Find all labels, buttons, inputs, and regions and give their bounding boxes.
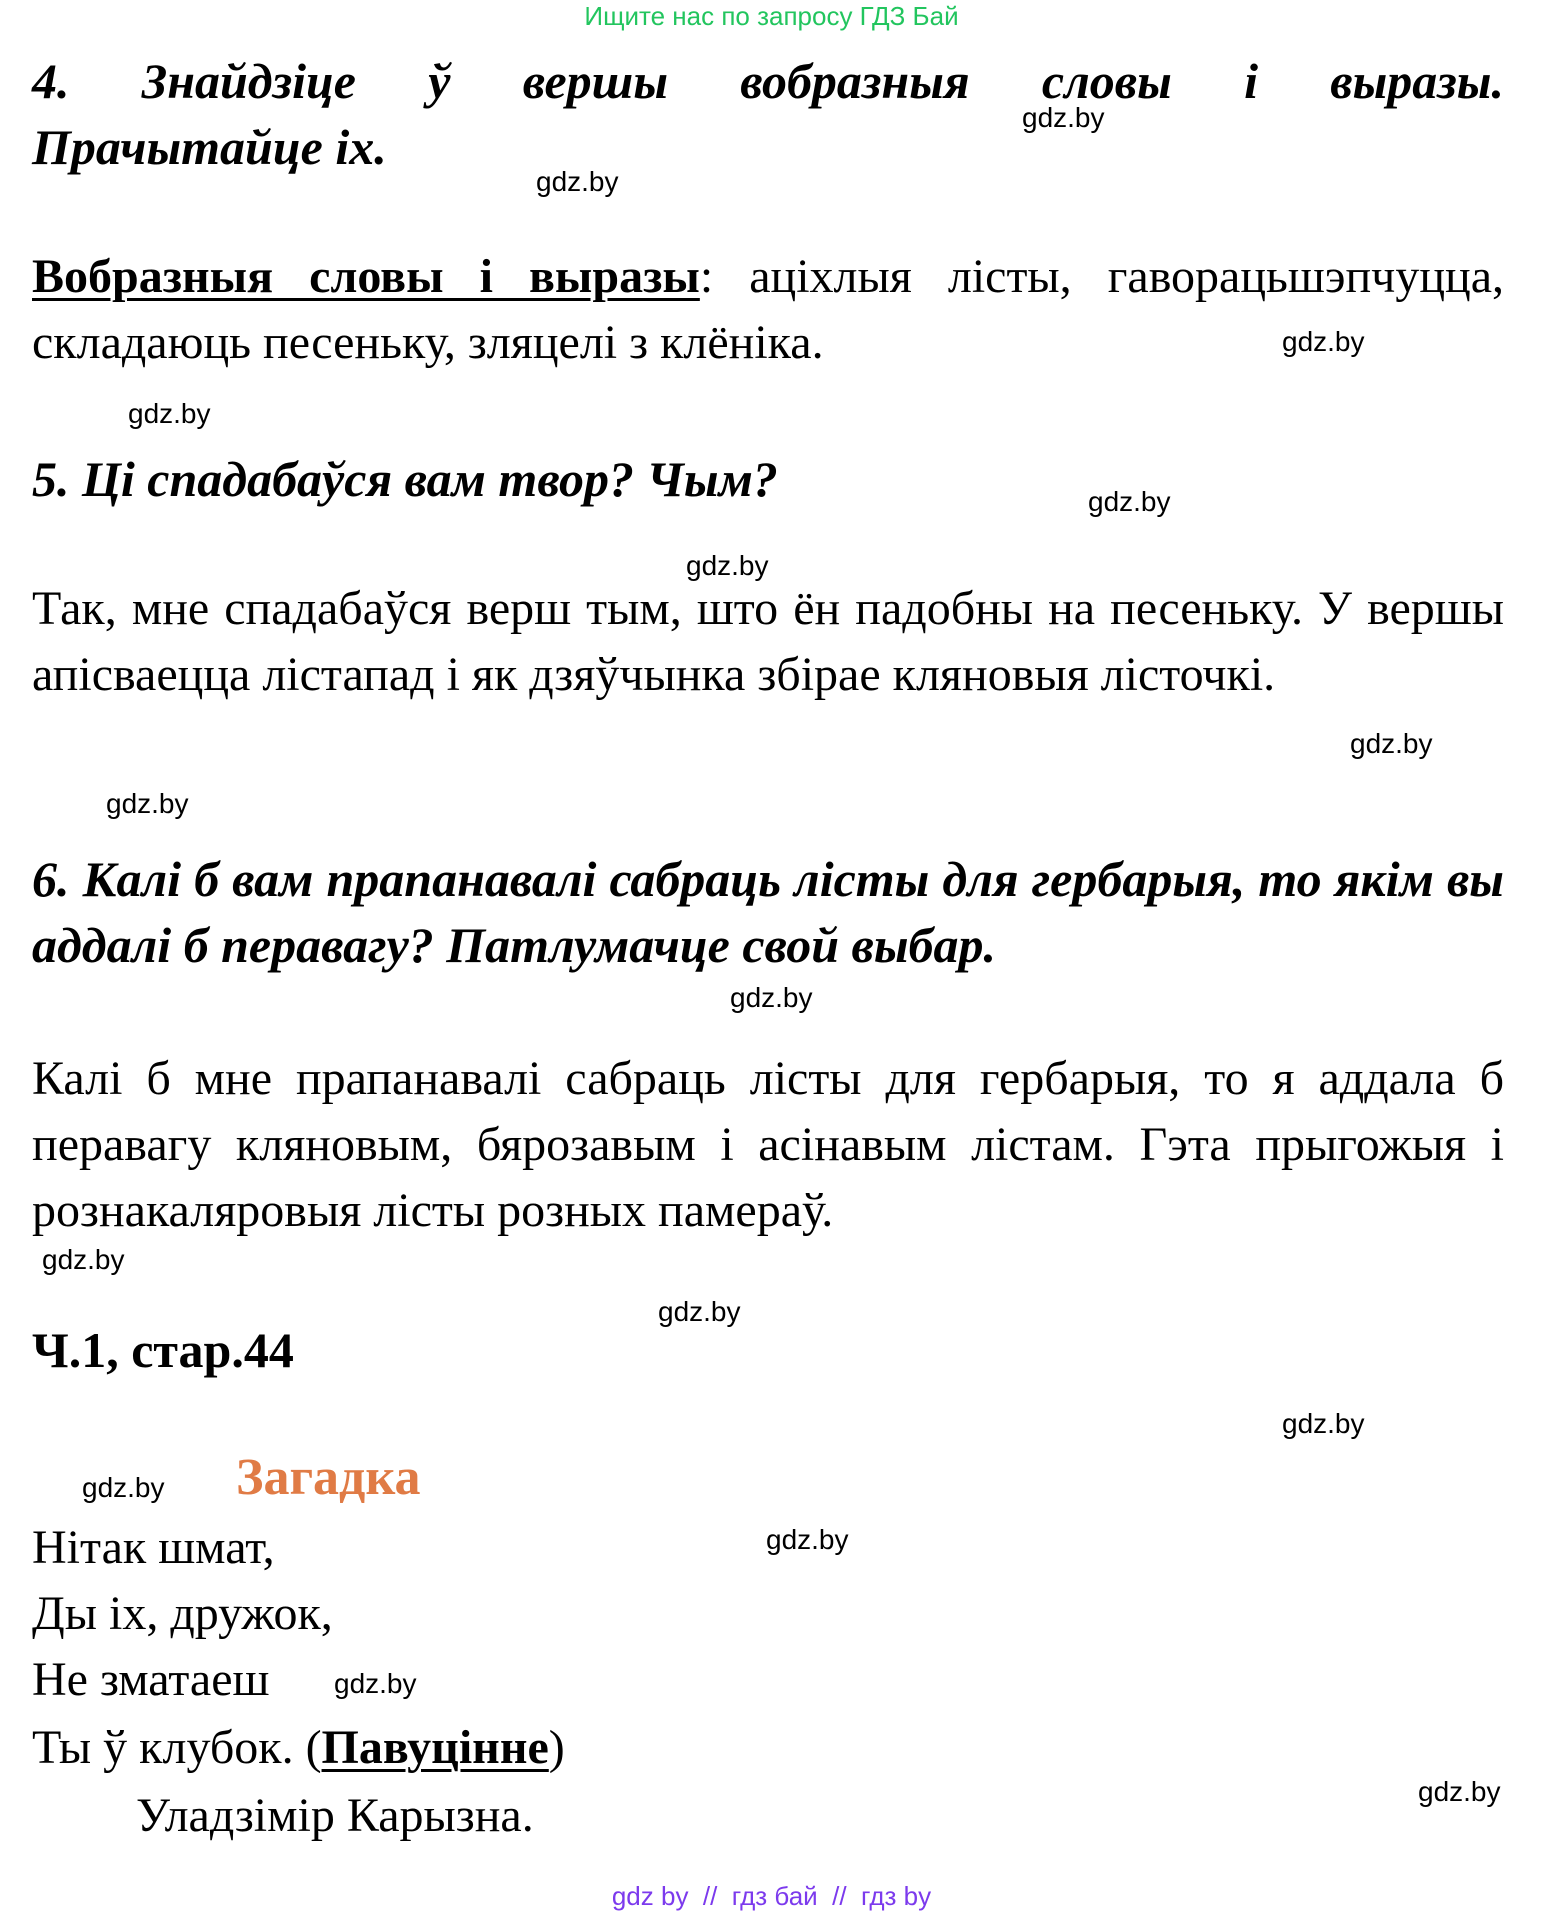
question-6: 6. Калі б вам прапанавалі сабраць лісты для гербарыя, то якім вы аддалі б перавагу? Патлумачце свой выбар.	[32, 851, 1504, 973]
footer-links: gdz by // гдз бай // гдз by	[611, 1881, 932, 1911]
question-4-line-1: 4. Знайдзіце ў вершы вобразныя словы і выразы.	[32, 53, 1504, 109]
watermark: gdz.by	[1282, 1408, 1365, 1439]
question-5: 5. Ці спадабаўся вам твор? Чым?	[32, 451, 778, 507]
watermark: gdz.by	[334, 1668, 417, 1699]
watermark: gdz.by	[82, 1472, 165, 1503]
answer-5: Так, мне спадабаўся верш тым, што ён падобны на песеньку. У вершы апісваецца лістапад і як дзяўчынка збірае кляновыя лісточкі.	[32, 582, 1504, 701]
riddle-line-4-end: )	[548, 1721, 565, 1774]
watermark: gdz.by	[42, 1244, 125, 1275]
riddle-line-3: Не зматаеш	[32, 1653, 270, 1706]
answer-6: Калі б мне прапанавалі сабраць лісты для гербарыя, то я аддала б перавагу кляновым, бярозавым і асінавым лістам. Гэта прыгожыя і рознакаляровыя лісты розных памераў.	[32, 1052, 1504, 1237]
watermark: gdz.by	[128, 398, 211, 429]
watermark: gdz.by	[658, 1296, 741, 1327]
answer-4-text: : ацiхлыя лісты, гаворацьшэпчуцца, складаюць песеньку, зляцелі з клёніка.	[32, 250, 1504, 369]
riddle-line-4-start: Ты ў клубок. (	[32, 1721, 322, 1774]
watermark: gdz.by	[1022, 102, 1105, 133]
riddle-line-1: Нітак шмат,	[32, 1521, 275, 1574]
top-banner: Ищите нас по запросу ГДЗ Бай	[584, 1, 959, 31]
watermark: gdz.by	[1418, 1776, 1501, 1807]
riddle-author: Уладзімір Карызна.	[136, 1789, 534, 1842]
riddle-line-2: Ды іх, дружок,	[32, 1587, 333, 1640]
riddle-answer: Павуцінне	[321, 1721, 549, 1774]
watermark: gdz.by	[1282, 326, 1365, 357]
riddle-title: Загадка	[236, 1449, 421, 1506]
watermark: gdz.by	[1088, 486, 1171, 517]
question-4-line-2: Прачытайце іх.	[32, 119, 387, 175]
watermark: gdz.by	[536, 166, 619, 197]
watermark: gdz.by	[1350, 728, 1433, 759]
watermark: gdz.by	[730, 982, 813, 1013]
watermark: gdz.by	[766, 1524, 849, 1555]
answer-4-term: Вобразныя словы і выразы	[32, 250, 700, 303]
watermark: gdz.by	[106, 788, 189, 819]
riddle-line-4	[32, 1716, 565, 1780]
section-header: Ч.1, стар.44	[32, 1322, 294, 1378]
watermark: gdz.by	[686, 550, 769, 581]
